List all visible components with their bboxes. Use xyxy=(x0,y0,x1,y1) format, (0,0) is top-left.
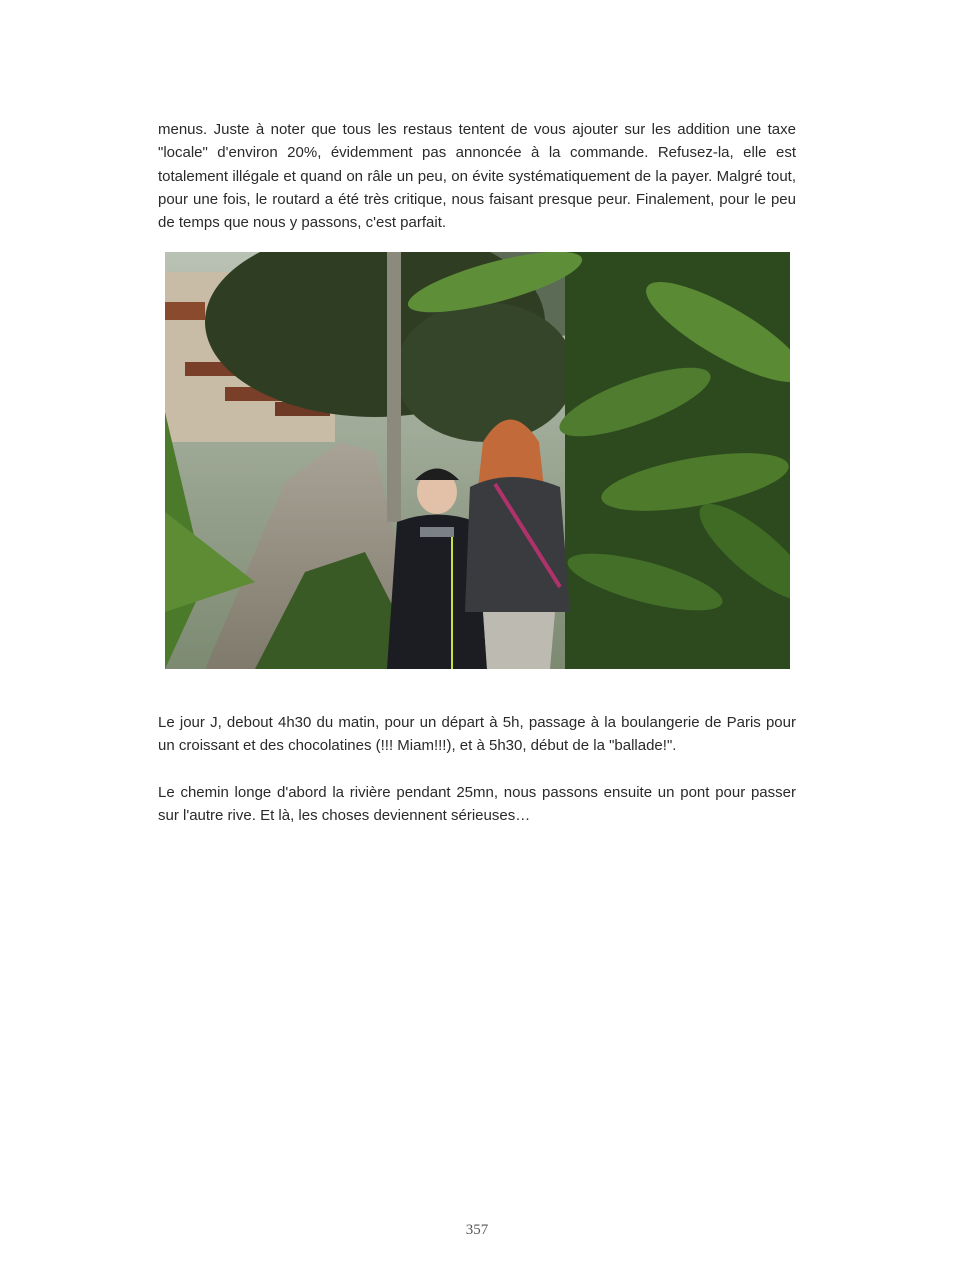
photo-woman-and-boy-in-garden xyxy=(165,252,790,669)
paragraph-restaurant-tax: menus. Juste à noter que tous les restaus tentent de vous ajouter sur les addition une taxe "locale" d'environ 20%, évidemment pas annoncée à la commande. Refusez-la, elle est totalement illégale et quand on râle un peu, on évite systématiquement de la payer. Malgré tout, pour une fois, le routard a été très critique, nous faisant presque peur. Finalement, pour le peu de temps que nous y passons, c'est parfait. xyxy=(158,121,796,232)
paragraph-departure-morning: Le jour J, debout 4h30 du matin, pour un départ à 5h, passage à la boulangerie de Paris pour un croissant et des chocolatines (!!! Miam!!!), et à 5h30, début de la "ballade!". xyxy=(158,714,796,755)
paragraph-river-path: Le chemin longe d'abord la rivière pendant 25mn, nous passons ensuite un pont pour passer sur l'autre rive. Et là, les choses deviennent sérieuses… xyxy=(158,784,796,825)
page-number: 357 xyxy=(465,1222,489,1238)
